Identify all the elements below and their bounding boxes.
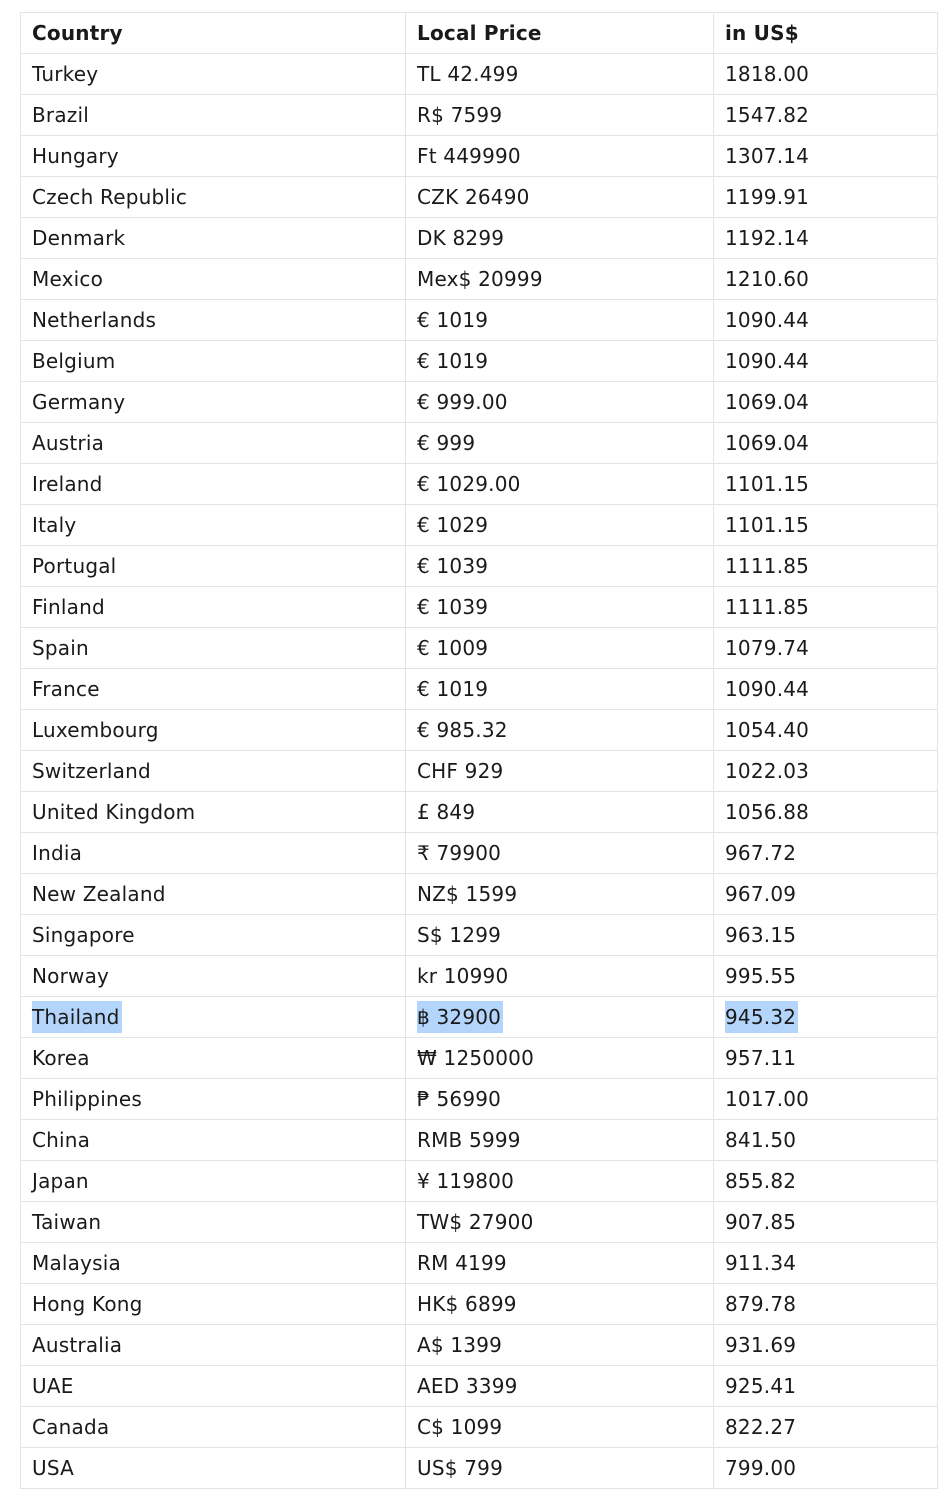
local-price-cell: NZ$ 1599 (406, 874, 714, 915)
country-cell: USA (21, 1448, 406, 1489)
local-price-cell: TL 42.499 (406, 54, 714, 95)
country-cell: Japan (21, 1161, 406, 1202)
usd-price-cell: 1022.03 (714, 751, 938, 792)
usd-price-cell: 1547.82 (714, 95, 938, 136)
table-row (21, 136, 938, 177)
local-price-cell: ₹ 79900 (406, 833, 714, 874)
usd-price-cell: 931.69 (714, 1325, 938, 1366)
table-row (21, 95, 938, 136)
table-row (21, 505, 938, 546)
country-cell: UAE (21, 1366, 406, 1407)
table-row (21, 259, 938, 300)
usd-price-cell: 1069.04 (714, 423, 938, 464)
local-price-cell: C$ 1099 (406, 1407, 714, 1448)
country-cell: Finland (21, 587, 406, 628)
country-cell: Belgium (21, 341, 406, 382)
usd-price-cell: 963.15 (714, 915, 938, 956)
usd-price-cell: 957.11 (714, 1038, 938, 1079)
local-price-cell: € 1029.00 (406, 464, 714, 505)
local-price-cell: TW$ 27900 (406, 1202, 714, 1243)
country-cell: Spain (21, 628, 406, 669)
country-cell: China (21, 1120, 406, 1161)
local-price-cell: A$ 1399 (406, 1325, 714, 1366)
local-price-cell: CZK 26490 (406, 177, 714, 218)
table-row (21, 423, 938, 464)
local-price-cell: € 985.32 (406, 710, 714, 751)
table-row (21, 177, 938, 218)
country-cell: Hungary (21, 136, 406, 177)
header-local-price: Local Price (406, 13, 714, 54)
table-row (21, 628, 938, 669)
table-row (21, 997, 938, 1038)
country-cell: Brazil (21, 95, 406, 136)
usd-price-cell: 967.72 (714, 833, 938, 874)
usd-price-cell: 967.09 (714, 874, 938, 915)
selected-text: 945.32 (725, 1001, 798, 1033)
local-price-cell: Ft 449990 (406, 136, 714, 177)
country-cell (21, 997, 406, 1038)
usd-price-cell: 1090.44 (714, 341, 938, 382)
usd-price-cell: 799.00 (714, 1448, 938, 1489)
table-row (21, 546, 938, 587)
local-price-cell: CHF 929 (406, 751, 714, 792)
local-price-cell: € 1029 (406, 505, 714, 546)
usd-price-cell: 925.41 (714, 1366, 938, 1407)
usd-price-cell: 841.50 (714, 1120, 938, 1161)
table-row (21, 874, 938, 915)
selected-text: Thailand (32, 1001, 122, 1033)
usd-price-cell: 1054.40 (714, 710, 938, 751)
usd-price-cell: 1017.00 (714, 1079, 938, 1120)
header-country: Country (21, 13, 406, 54)
table-header (21, 13, 938, 54)
table-row (21, 710, 938, 751)
country-cell: Malaysia (21, 1243, 406, 1284)
table-row (21, 300, 938, 341)
table-row (21, 1038, 938, 1079)
local-price-cell: € 999 (406, 423, 714, 464)
local-price-cell: US$ 799 (406, 1448, 714, 1489)
table-row (21, 1325, 938, 1366)
usd-price-cell: 907.85 (714, 1202, 938, 1243)
country-cell: Ireland (21, 464, 406, 505)
local-price-cell: ¥ 119800 (406, 1161, 714, 1202)
local-price-cell: € 1009 (406, 628, 714, 669)
country-cell: India (21, 833, 406, 874)
table-row (21, 464, 938, 505)
table-row (21, 1079, 938, 1120)
local-price-cell: DK 8299 (406, 218, 714, 259)
local-price-cell: kr 10990 (406, 956, 714, 997)
country-cell: Canada (21, 1407, 406, 1448)
usd-price-cell: 1199.91 (714, 177, 938, 218)
country-cell: Czech Republic (21, 177, 406, 218)
usd-price-cell (714, 997, 938, 1038)
table-row (21, 956, 938, 997)
usd-price-cell: 1307.14 (714, 136, 938, 177)
local-price-cell: RM 4199 (406, 1243, 714, 1284)
country-cell: Turkey (21, 54, 406, 95)
local-price-cell: Mex$ 20999 (406, 259, 714, 300)
local-price-cell: £ 849 (406, 792, 714, 833)
table-row (21, 792, 938, 833)
usd-price-cell: 911.34 (714, 1243, 938, 1284)
local-price-cell (406, 997, 714, 1038)
table-row (21, 669, 938, 710)
header-row (21, 13, 938, 54)
price-comparison-table (20, 12, 938, 1489)
country-cell: Switzerland (21, 751, 406, 792)
table-row (21, 915, 938, 956)
table-row (21, 1243, 938, 1284)
local-price-cell: RMB 5999 (406, 1120, 714, 1161)
usd-price-cell: 1818.00 (714, 54, 938, 95)
usd-price-cell: 1111.85 (714, 587, 938, 628)
local-price-cell: R$ 7599 (406, 95, 714, 136)
country-cell: Taiwan (21, 1202, 406, 1243)
usd-price-cell: 1056.88 (714, 792, 938, 833)
country-cell: Mexico (21, 259, 406, 300)
local-price-cell: ₱ 56990 (406, 1079, 714, 1120)
usd-price-cell: 855.82 (714, 1161, 938, 1202)
table-row (21, 1366, 938, 1407)
local-price-cell: HK$ 6899 (406, 1284, 714, 1325)
country-cell: Singapore (21, 915, 406, 956)
usd-price-cell: 1101.15 (714, 505, 938, 546)
country-cell: Australia (21, 1325, 406, 1366)
usd-price-cell: 1192.14 (714, 218, 938, 259)
local-price-cell: € 1039 (406, 546, 714, 587)
local-price-cell: AED 3399 (406, 1366, 714, 1407)
table-row (21, 1448, 938, 1489)
country-cell: Austria (21, 423, 406, 464)
table-row (21, 1120, 938, 1161)
local-price-cell: € 1019 (406, 300, 714, 341)
local-price-cell: S$ 1299 (406, 915, 714, 956)
country-cell: Korea (21, 1038, 406, 1079)
local-price-cell: € 1019 (406, 341, 714, 382)
local-price-cell: € 1039 (406, 587, 714, 628)
table-row (21, 751, 938, 792)
country-cell: Germany (21, 382, 406, 423)
table-row (21, 1284, 938, 1325)
table-row (21, 587, 938, 628)
country-cell: Denmark (21, 218, 406, 259)
usd-price-cell: 995.55 (714, 956, 938, 997)
local-price-cell: € 999.00 (406, 382, 714, 423)
usd-price-cell: 1079.74 (714, 628, 938, 669)
country-cell: Philippines (21, 1079, 406, 1120)
country-cell: United Kingdom (21, 792, 406, 833)
table-row (21, 833, 938, 874)
table-row (21, 218, 938, 259)
country-cell: Hong Kong (21, 1284, 406, 1325)
country-cell: Norway (21, 956, 406, 997)
usd-price-cell: 1090.44 (714, 669, 938, 710)
table-body (21, 54, 938, 1489)
country-cell: France (21, 669, 406, 710)
table-row (21, 1202, 938, 1243)
country-cell: Netherlands (21, 300, 406, 341)
country-cell: Italy (21, 505, 406, 546)
usd-price-cell: 1111.85 (714, 546, 938, 587)
header-usd-price: in US$ (714, 13, 938, 54)
local-price-cell: € 1019 (406, 669, 714, 710)
usd-price-cell: 822.27 (714, 1407, 938, 1448)
usd-price-cell: 879.78 (714, 1284, 938, 1325)
table-row (21, 54, 938, 95)
local-price-cell: ₩ 1250000 (406, 1038, 714, 1079)
country-cell: Portugal (21, 546, 406, 587)
usd-price-cell: 1069.04 (714, 382, 938, 423)
table-row (21, 341, 938, 382)
country-cell: New Zealand (21, 874, 406, 915)
table-row (21, 382, 938, 423)
selected-text: ฿ 32900 (417, 1001, 503, 1033)
table-row (21, 1407, 938, 1448)
country-cell: Luxembourg (21, 710, 406, 751)
usd-price-cell: 1090.44 (714, 300, 938, 341)
table-row (21, 1161, 938, 1202)
usd-price-cell: 1210.60 (714, 259, 938, 300)
usd-price-cell: 1101.15 (714, 464, 938, 505)
